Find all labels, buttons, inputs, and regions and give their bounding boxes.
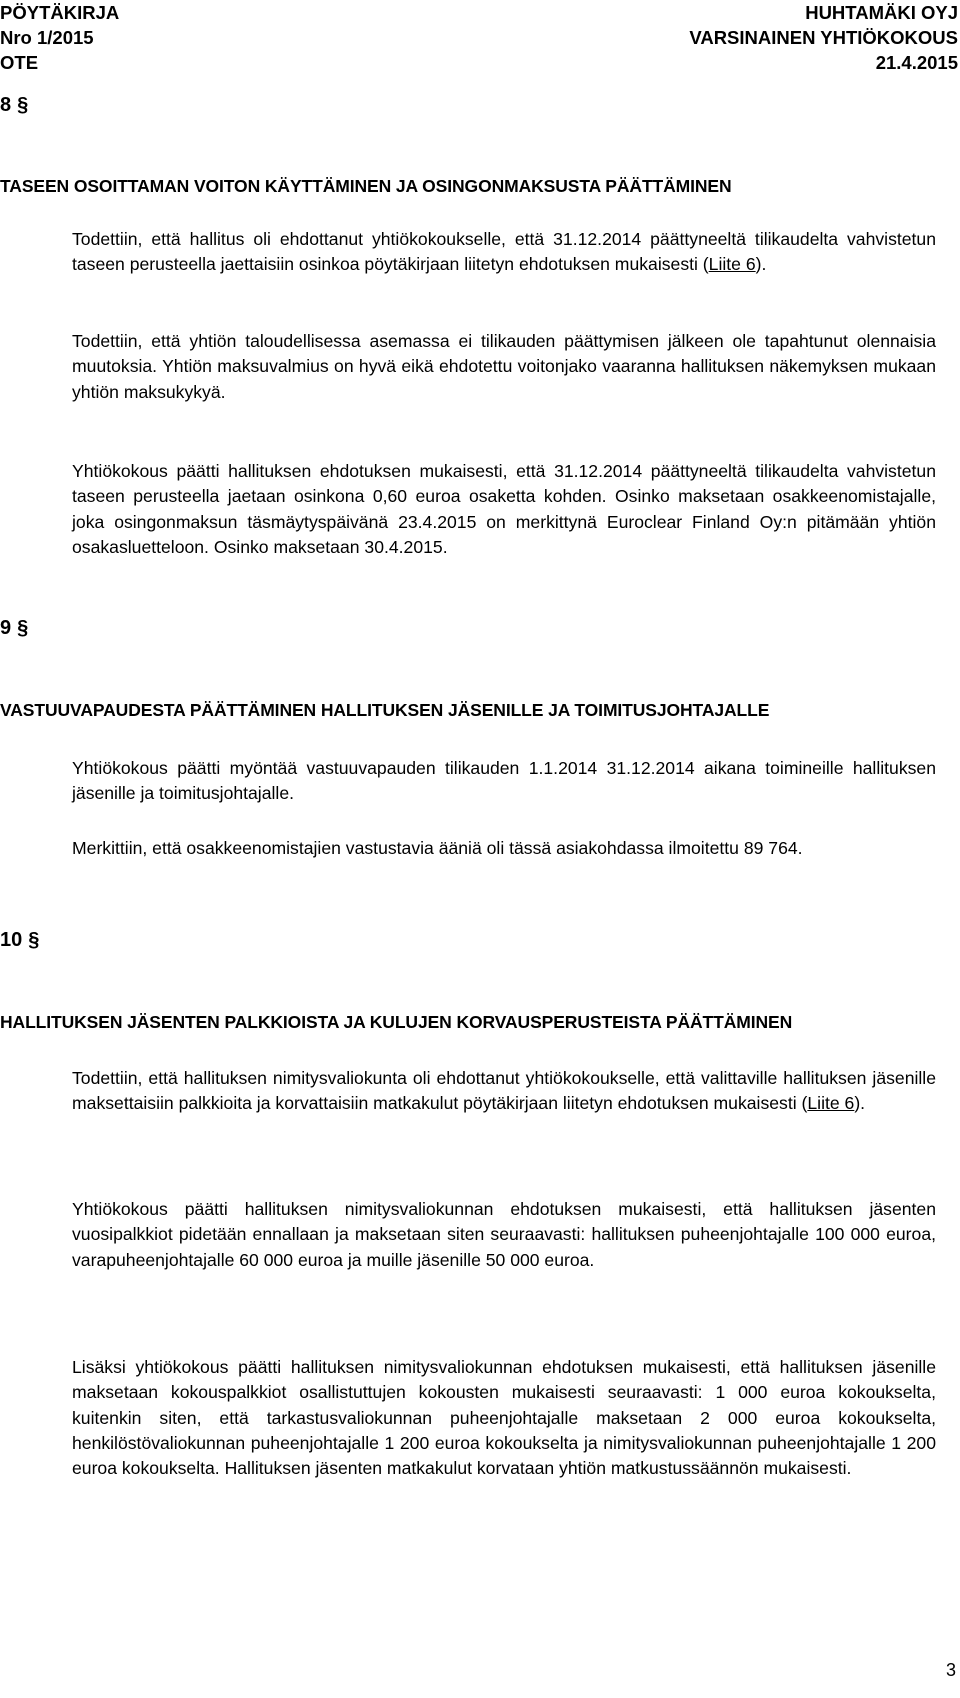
company-name: HUHTAMÄKI OYJ bbox=[805, 2, 958, 23]
paragraph: Yhtiökokous päätti myöntää vastuuvapauden tilikauden 1.1.2014 31.12.2014 aikana toimineille hallituksen jäsenille ja toimitusjohtajalle. bbox=[72, 758, 936, 804]
header-right bbox=[689, 0, 958, 75]
meeting-name: VARSINAINEN YHTIÖKOKOUS bbox=[689, 27, 958, 48]
paragraph: Todettiin, että hallituksen nimitysvaliokunta oli ehdottanut yhtiökokoukselle, että valittaville hallituksen jäsenille maksettaisiin palkkioita ja korvattaisiin matkakulut pöytäkirjaan liitetyn ehdotuksen mukaisesti (Liite 6). bbox=[72, 1068, 936, 1114]
appendix-link[interactable]: Liite 6 bbox=[807, 1093, 855, 1114]
paragraph: Yhtiökokous päätti hallituksen ehdotuksen mukaisesti, että 31.12.2014 päättyneeltä tilikaudelta vahvistetun taseen perusteella jaetaan osinkona 0,60 euroa osaketta kohden. Osinko maksetaan osakkeenomistajalle, joka osingonmaksun täsmäytyspäivänä 23.4.2015 on merkittynä Euroclear Finland Oy:n pitämään yhtiön osakasluetteloon. Osinko maksetaan 30.4.2015. bbox=[72, 461, 936, 557]
paragraph: Yhtiökokous päätti hallituksen nimitysvaliokunnan ehdotuksen mukaisesti, että hallituksen jäsenten vuosipalkkiot pidetään ennallaan ja maksetaan siten seuraavasti: hallituksen puheenjohtajalle 100 000 euroa, varapuheenjohtajalle 60 000 euroa ja muille jäsenille 50 000 euroa. bbox=[72, 1199, 936, 1270]
paragraph: Lisäksi yhtiökokous päätti hallituksen nimitysvaliokunnan ehdotuksen mukaisesti, että hallituksen jäsenille maksetaan kokouspalkkiot osallistuttujen kokousten mukaisesti seuraavasti: 1 000 euroa kokoukselta, kuitenkin siten, että tarkastusvaliokunnan puheenjohtajalle maksetaan 2 000 euroa kokoukselta, henkilöstövaliokunnan puheenjohtajalle 1 200 euroa kokoukselta ja nimitysvaliokunnan puheenjohtajalle 1 200 euroa kokoukselta. Hallituksen jäsenten matkakulut korvataan yhtiön matkustussäännön mukaisesti. bbox=[72, 1357, 936, 1479]
paragraph: Merkittiin, että osakkeenomistajien vastustavia ääniä oli tässä asiakohdassa ilmoitettu 89 764. bbox=[72, 838, 803, 858]
paragraph: Todettiin, että hallitus oli ehdottanut yhtiökokoukselle, että 31.12.2014 päättyneeltä tilikaudelta vahvistetun taseen perusteella jaettaisiin osinkoa pöytäkirjaan liitetyn ehdotuksen mukaisesti (Liite 6). bbox=[72, 229, 936, 275]
appendix-link[interactable]: Liite 6 bbox=[708, 254, 756, 275]
section-title: VASTUUVAPAUDESTA PÄÄTTÄMINEN HALLITUKSEN JÄSENILLE JA TOIMITUSJOHTAJALLE bbox=[0, 700, 770, 720]
document-number: Nro 1/2015 bbox=[0, 27, 94, 48]
document-type: PÖYTÄKIRJA bbox=[0, 2, 120, 23]
section-number: 8 § bbox=[0, 94, 29, 116]
section-symbol: § bbox=[17, 94, 29, 116]
section-title: TASEEN OSOITTAMAN VOITON KÄYTTÄMINEN JA OSINGONMAKSUSTA PÄÄTTÄMINEN bbox=[0, 176, 732, 196]
meeting-date: 21.4.2015 bbox=[875, 52, 958, 73]
section-number: 9 § bbox=[0, 617, 29, 639]
section-symbol: § bbox=[28, 929, 40, 951]
document-extract-label: OTE bbox=[0, 52, 39, 73]
header-left bbox=[0, 0, 119, 75]
section-number: 10 § bbox=[0, 929, 40, 951]
paragraph: Todettiin, että yhtiön taloudellisessa asemassa ei tilikauden päättymisen jälkeen ole tapahtunut olennaisia muutoksia. Yhtiön maksuvalmius on hyvä eikä ehdotettu voitonjako vaaranna hallituksen näkemyksen mukaan yhtiön maksukykyä. bbox=[72, 331, 936, 402]
section-title: HALLITUKSEN JÄSENTEN PALKKIOISTA JA KULUJEN KORVAUSPERUSTEISTA PÄÄTTÄMINEN bbox=[0, 1012, 793, 1032]
section-symbol: § bbox=[17, 617, 29, 639]
page-number: 3 bbox=[945, 1660, 956, 1680]
